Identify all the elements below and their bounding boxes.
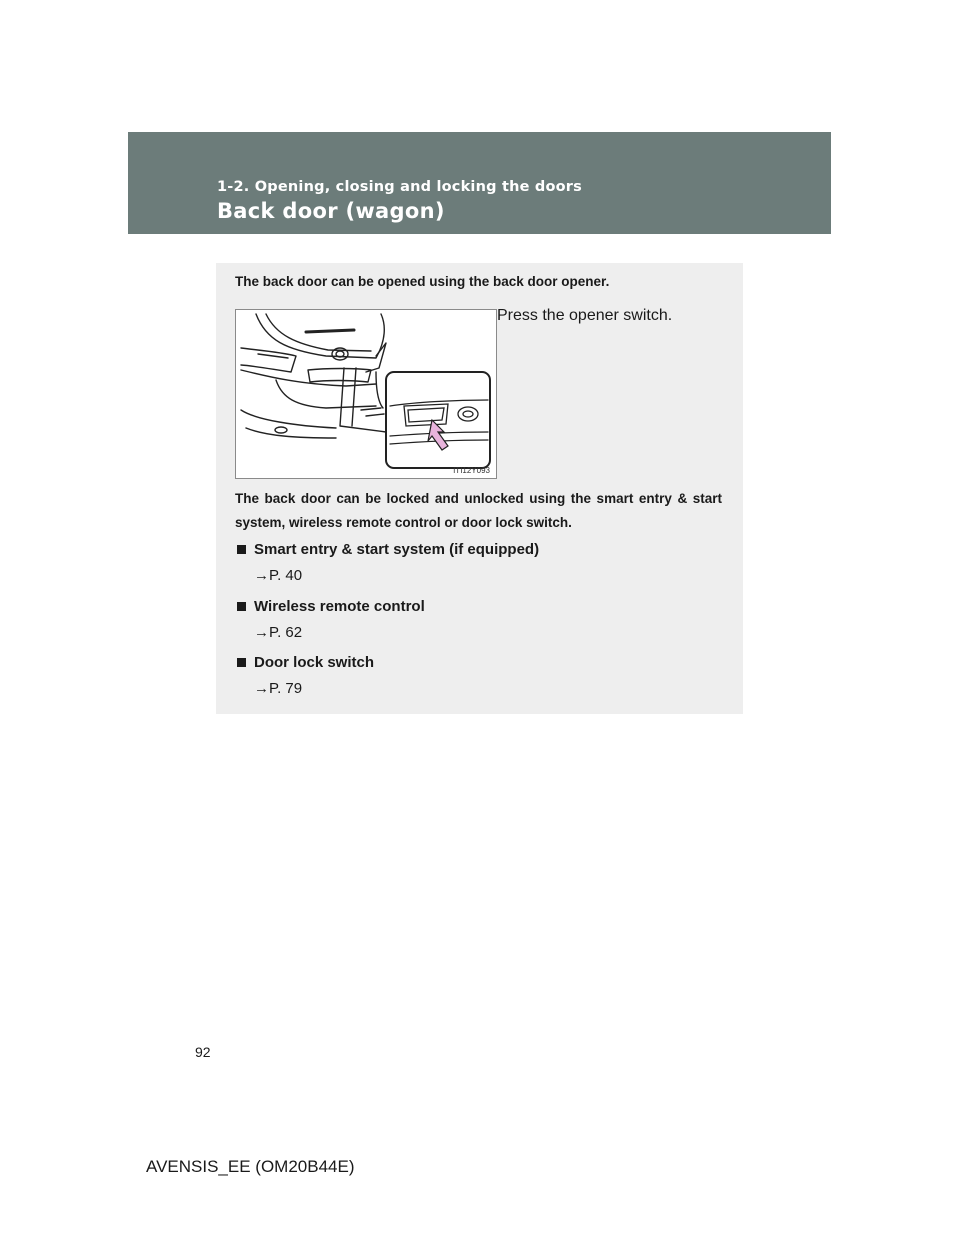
- page-title: Back door (wagon): [217, 199, 445, 223]
- back-door-opener-illustration: [235, 309, 497, 479]
- document-code: AVENSIS_EE (OM20B44E): [146, 1157, 355, 1176]
- figure-id: ITI12Y093: [453, 466, 490, 475]
- page-reference-link[interactable]: →P. 40: [254, 567, 303, 584]
- page-reference-link[interactable]: →P. 79: [254, 680, 303, 697]
- item-label: Smart entry & start system (if equipped): [254, 541, 540, 558]
- square-bullet-icon: [237, 658, 246, 667]
- content-panel: [216, 263, 743, 714]
- chapter-header: [128, 132, 831, 234]
- square-bullet-icon: [237, 602, 246, 611]
- intro-text: The back door can be opened using the back door opener.: [235, 274, 610, 289]
- section-label: 1-2. Opening, closing and locking the doors: [217, 179, 582, 195]
- square-bullet-icon: [237, 545, 246, 554]
- lock-description: The back door can be locked and unlocked using the smart entry & start system, wireless remote control or door lock switch.: [235, 491, 722, 530]
- figure-caption: Press the opener switch.: [497, 307, 673, 324]
- item-label: Wireless remote control: [254, 598, 425, 615]
- page-reference-link[interactable]: →P. 62: [254, 624, 303, 641]
- item-label: Door lock switch: [254, 654, 375, 671]
- page-number: 92: [195, 1044, 211, 1060]
- car-rear-drawing: [236, 310, 497, 479]
